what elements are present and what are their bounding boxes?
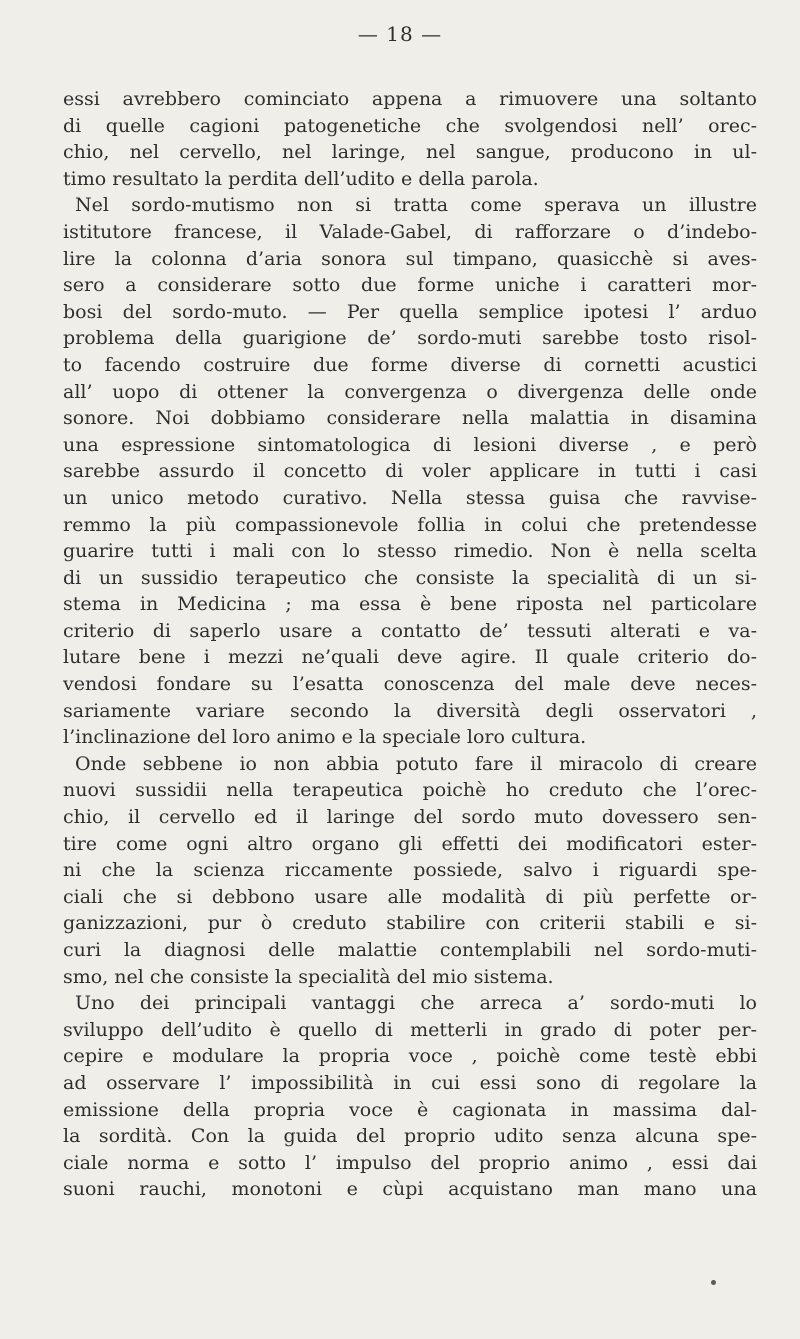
text-line: remmo la più compassionevole follia in colui che pretendesse: [63, 513, 757, 536]
text-line: chio, nel cervello, nel laringe, nel sangue, producono in ul-: [63, 141, 757, 164]
text-line: emissione della propria voce è cagionata in massima dal-: [63, 1098, 757, 1121]
text-line: all’ uopo di ottener la convergenza o divergenza delle onde: [63, 380, 757, 403]
text-line: nuovi sussidii nella terapeutica poichè ho creduto che l’orec-: [63, 779, 757, 802]
body-text: [63, 86, 757, 1203]
text-line: essi avrebbero cominciato appena a rimuovere una soltanto: [63, 88, 757, 110]
text-line: istitutore francese, il Valade-Gabel, di rafforzare o d’indebo-: [63, 220, 757, 243]
text-line: ciali che si debbono usare alle modalità di più perfette or-: [63, 885, 757, 908]
text-line: lutare bene i mezzi ne’quali deve agire. Il quale criterio do-: [63, 646, 757, 669]
text-line: vendosi fondare su l’esatta conoscenza del male deve neces-: [63, 673, 757, 696]
text-line: lire la colonna d’aria sonora sul timpano, quasicchè si aves-: [63, 247, 757, 270]
text-line: sonore. Noi dobbiamo considerare nella malattia in disamina: [63, 407, 757, 430]
text-line: di un sussidio terapeutico che consiste la specialità di un si-: [63, 566, 757, 589]
page-number-header: — 18 —: [357, 22, 443, 46]
ink-speck: [711, 1280, 716, 1285]
text-line: Onde sebbene io non abbia potuto fare il miracolo di creare: [75, 752, 757, 775]
text-line: problema della guarigione de’ sordo-muti sarebbe tosto risol-: [63, 327, 757, 350]
text-line: timo resultato la perdita dell’udito e della parola.: [63, 167, 539, 190]
text-line: l’inclinazione del loro animo e la speciale loro cultura.: [63, 726, 587, 749]
text-line: ad osservare l’ impossibilità in cui essi sono di regolare la: [63, 1071, 757, 1094]
text-line: bosi del sordo-muto. — Per quella semplice ipotesi l’ arduo: [63, 300, 757, 323]
text-line: ganizzazioni, pur ò creduto stabilire con criterii stabili e si-: [63, 912, 757, 935]
text-line: guarire tutti i mali con lo stesso rimedio. Non è nella scelta: [63, 540, 757, 563]
text-line: cepire e modulare la propria voce , poichè come testè ebbi: [63, 1045, 757, 1068]
text-line: tire come ogni altro organo gli effetti dei modificatori ester-: [63, 832, 757, 855]
text-line: curi la diagnosi delle malattie contemplabili nel sordo-muti-: [63, 939, 757, 961]
text-line: suoni rauchi, monotoni e cùpi acquistano man mano una: [63, 1178, 757, 1201]
text-line: una espressione sintomatologica di lesioni diverse , e però: [63, 433, 757, 456]
text-line: la sordità. Con la guida del proprio udito senza alcuna spe-: [63, 1125, 757, 1148]
text-line: ni che la scienza riccamente possiede, salvo i riguardi spe-: [63, 859, 757, 882]
text-line: sviluppo dell’udito è quello di metterli in grado di poter per-: [63, 1018, 757, 1041]
text-line: Uno dei principali vantaggi che arreca a’ sordo-muti lo: [75, 992, 757, 1015]
text-line: di quelle cagioni patogenetiche che svolgendosi nell’ orec-: [63, 114, 757, 137]
text-line: sarebbe assurdo il concetto di voler applicare in tutti i casi: [63, 460, 757, 483]
text-line: un unico metodo curativo. Nella stessa guisa che ravvise-: [63, 486, 757, 509]
text-line: chio, il cervello ed il laringe del sordo muto dovessero sen-: [63, 806, 757, 829]
text-line: to facendo costruire due forme diverse di cornetti acustici: [63, 353, 757, 376]
text-line: smo, nel che consiste la specialità del mio sistema.: [63, 965, 554, 988]
text-line: criterio di saperlo usare a contatto de’ tessuti alterati e va-: [63, 619, 757, 642]
text-line: ciale norma e sotto l’ impulso del proprio animo , essi dai: [63, 1151, 757, 1174]
text-line: Nel sordo-mutismo non si tratta come sperava un illustre: [75, 194, 757, 217]
text-line: stema in Medicina ; ma essa è bene riposta nel particolare: [63, 593, 757, 616]
text-line: sariamente variare secondo la diversità degli osservatori ,: [63, 699, 757, 722]
text-line: sero a considerare sotto due forme uniche i caratteri mor-: [63, 274, 757, 297]
